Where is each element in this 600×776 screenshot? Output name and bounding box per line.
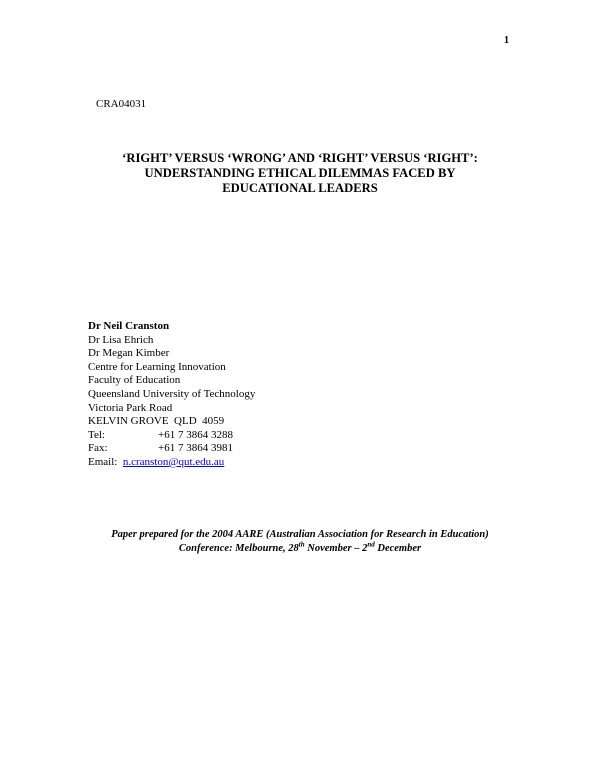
- conference-note-line-2: [40, 542, 560, 556]
- page-number: 1: [504, 35, 509, 46]
- email-label: Email:: [88, 455, 118, 468]
- fax-value: +61 7 3864 3981: [158, 442, 233, 455]
- address-faculty: Faculty of Education: [88, 374, 181, 387]
- paper-title: [60, 151, 540, 196]
- conference-note: [40, 528, 560, 555]
- conference-date-prefix: Conference: Melbourne, 28: [178, 542, 299, 554]
- title-line-3: EDUCATIONAL LEADERS: [222, 181, 378, 195]
- author-block: [88, 320, 255, 470]
- primary-author: Dr Neil Cranston: [88, 320, 170, 332]
- ordinal-suffix: nd: [367, 540, 375, 548]
- title-line-1: ‘RIGHT’ VERSUS ‘WRONG’ AND ‘RIGHT’ VERSUS ‘RIGHT’:: [122, 151, 478, 165]
- address-university: Queensland University of Technology: [88, 387, 256, 400]
- fax-label: Fax:: [88, 442, 108, 455]
- title-line-2: UNDERSTANDING ETHICAL DILEMMAS FACED BY: [144, 166, 456, 180]
- tel-row: [88, 429, 255, 443]
- address-centre: Centre for Learning Innovation: [88, 360, 226, 373]
- address-street: Victoria Park Road: [88, 401, 173, 414]
- conference-date-middle: November – 2: [304, 542, 368, 554]
- conference-date-suffix: December: [374, 542, 422, 554]
- ordinal-suffix: th: [298, 540, 305, 548]
- co-author: Dr Megan Kimber: [88, 347, 170, 360]
- co-author: Dr Lisa Ehrich: [88, 333, 154, 346]
- conference-note-line-1: Paper prepared for the 2004 AARE (Australian Association for Research in Education): [111, 529, 489, 540]
- email-link[interactable]: n.cranston@qut.edu.au: [122, 455, 225, 468]
- fax-row: [88, 442, 255, 456]
- tel-label: Tel:: [88, 428, 105, 441]
- document-code: CRA04031: [96, 98, 147, 110]
- tel-value: +61 7 3864 3288: [158, 428, 233, 441]
- email-row: [88, 456, 255, 470]
- address-city: KELVIN GROVE QLD 4059: [88, 415, 225, 428]
